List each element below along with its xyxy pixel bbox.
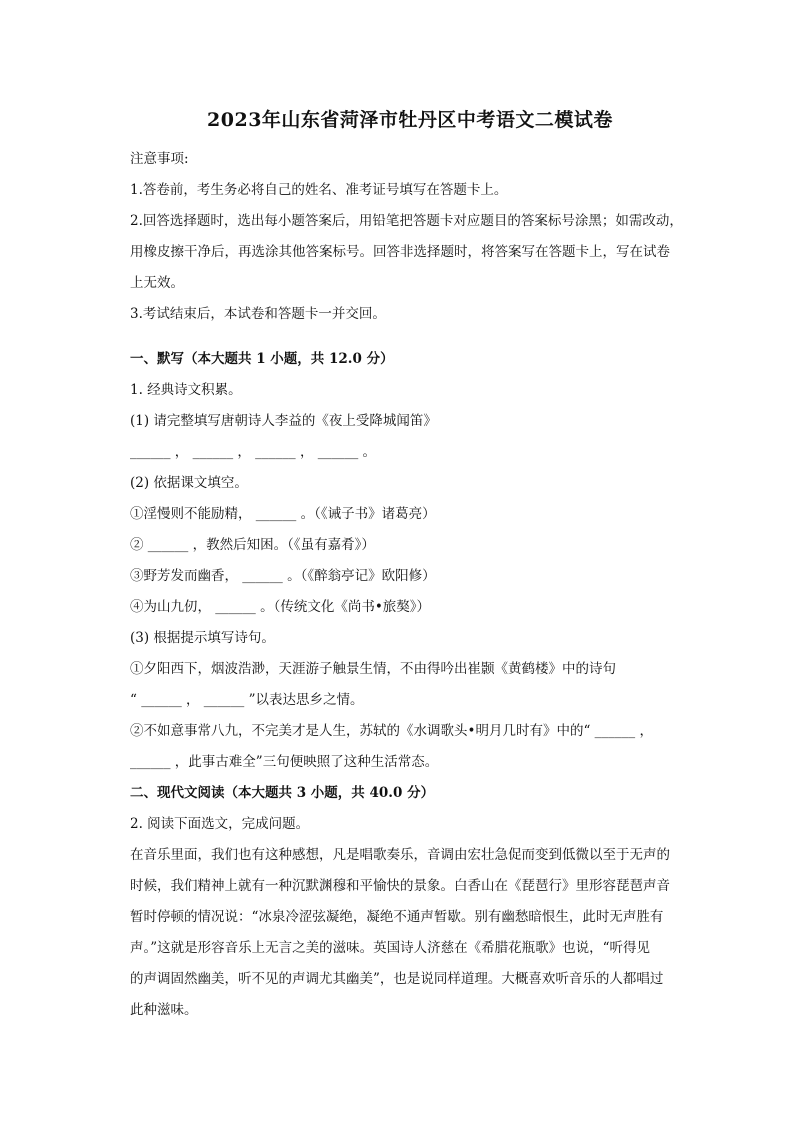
question-2-title: 2. 阅读下面选文，完成问题。 (130, 816, 310, 832)
question-1-part-2: (2) 依据课文填空。 (130, 475, 248, 491)
question-1-part-3-item-b-line-2: ______ ，此事古难全”三句便映照了这种生活常态。 (130, 754, 439, 770)
reading-passage-line-3: 暂时停顿的情况说：“冰泉冷涩弦凝绝，凝绝不通声暂歇。别有幽愁暗恨生，此时无声胜有 (130, 909, 664, 925)
reading-passage-line-1: 在音乐里面，我们也有这种感想，凡是唱歌奏乐，音调由宏壮急促而变到低微以至于无声的 (130, 847, 670, 863)
section-gap (130, 330, 690, 344)
question-1-part-3: (3) 根据提示填写诗句。 (130, 630, 275, 646)
reading-passage-line-4: 声。”这就是形容音乐上无言之美的滋味。英国诗人济慈在《希腊花瓶歌》也说，“听得见 (130, 940, 651, 956)
page-title: 2023年山东省菏泽市牡丹区中考语文二模试卷 (207, 109, 613, 131)
notice-item-2-line-3: 上无效。 (130, 275, 184, 291)
section-1-heading: 一、默写（本大题共 1 小题，共 12.0 分） (130, 351, 394, 367)
notice-item-2-line-1: 2.回答选择题时，选出每小题答案后，用铅笔把答题卡对应题目的答案标号涂黑；如需改动， (130, 213, 683, 229)
notice-item-2-line-2: 用橡皮擦干净后，再选涂其他答案标号。回答非选择题时，将答案写在答题卡上，写在试卷 (130, 244, 670, 260)
question-1-part-2-item-d: ④为山九仞， ______ 。（传统文化《尚书•旅獒》） (130, 599, 431, 615)
notice-heading: 注意事项: (130, 151, 189, 167)
question-1-title: 1. 经典诗文积累。 (130, 382, 242, 398)
exam-content (130, 105, 690, 1026)
question-1-part-3-item-b-line-1: ②不如意事常八九，不完美才是人生，苏轼的《水调歌头•明月几时有》中的“ ______ ， (130, 723, 653, 739)
reading-passage-line-2: 时候，我们精神上就有一种沉默渊穆和平愉快的景象。白香山在《琵琶行》里形容琵琶声音 (130, 878, 670, 894)
notice-item-1: 1.答卷前，考生务必将自己的姓名、准考证号填写在答题卡上。 (130, 182, 508, 198)
question-1-part-1: (1) 请完整填写唐朝诗人李益的《夜上受降城闻笛》 (130, 413, 437, 429)
question-1-part-2-item-c: ③野芳发而幽香， ______ 。（《醉翁亭记》欧阳修） (130, 568, 436, 584)
section-2-heading: 二、现代文阅读（本大题共 3 小题，共 40.0 分） (130, 785, 435, 801)
reading-passage-line-5: 的声调固然幽美，听不见的声调尤其幽美”，也是说同样道理。大概喜欢听音乐的人都唱过 (130, 971, 664, 987)
question-1-part-2-item-a: ①淫慢则不能励精， ______ 。（《诫子书》诸葛亮） (130, 506, 436, 522)
question-1-part-1-blanks: ______ ， ______ ， ______ ， ______ 。 (130, 444, 377, 460)
reading-passage-line-6: 此种滋味。 (130, 1002, 198, 1018)
question-1-part-2-item-b: ② ______ ，教然后知困。（《虽有嘉肴》） (130, 537, 375, 553)
notice-item-3: 3.考试结束后，本试卷和答题卡一并交回。 (130, 306, 386, 322)
question-1-part-3-item-a-line-2: “ ______ ， ______ ”以表达思乡之情。 (130, 692, 364, 708)
question-1-part-3-item-a-line-1: ①夕阳西下，烟波浩渺，天涯游子触景生情，不由得吟出崔颢《黄鹤楼》中的诗句 (130, 661, 616, 677)
